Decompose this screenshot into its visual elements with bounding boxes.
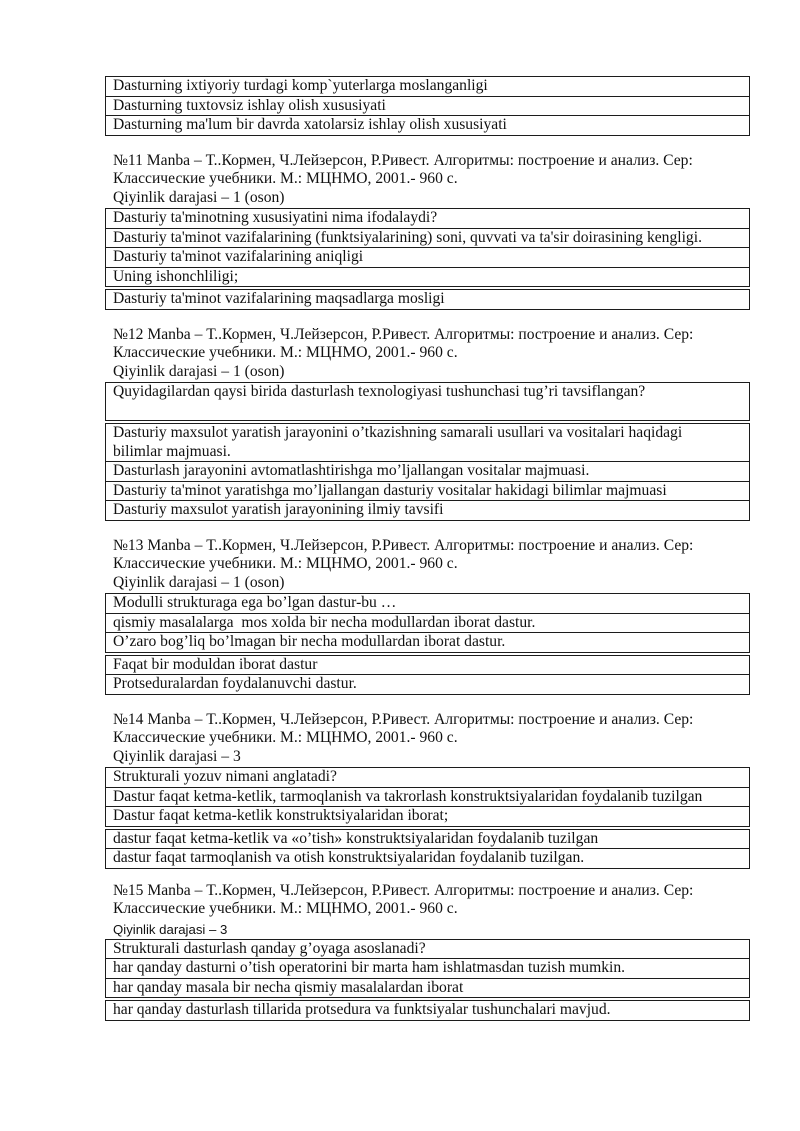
question-row: Dasturiy ta'minotning xususiyatini nima ifodalaydi? bbox=[105, 208, 750, 229]
answer-row: Uning ishonchliligi; bbox=[105, 267, 750, 288]
source-line: Классические учебники. М.: МЦНМО, 2001.- 960 с. bbox=[113, 555, 458, 572]
answer-row: Dasturning ixtiyoriy turdagi komp`yuterlarga moslanganligi bbox=[105, 76, 750, 97]
question-header bbox=[105, 711, 755, 767]
answer-row: Dasturiy maxsulot yaratish jarayonini o’tkazishning samarali usullari va vositalari haqidagi bilimlar majmuasi. bbox=[105, 423, 750, 462]
source-line: Классические учебники. М.: МЦНМО, 2001.- 960 с. bbox=[113, 170, 458, 187]
difficulty-line: Qiyinlik darajasi – 1 (oson) bbox=[113, 573, 285, 591]
question-table bbox=[105, 767, 750, 869]
question-header bbox=[105, 326, 755, 382]
answer-row: O’zaro bog’liq bo’lmagan bir necha modullardan iborat dastur. bbox=[105, 632, 750, 653]
question-row: Quyidagilardan qaysi birida dasturlash texnologiyasi tushunchasi tug’ri tavsiflangan? bbox=[105, 382, 750, 421]
question-row: Strukturali dasturlash qanday g’oyaga asoslanadi? bbox=[105, 939, 750, 960]
answer-row: qismiy masalalarga mos xolda bir necha modullardan iborat dastur. bbox=[105, 613, 750, 634]
answer-row: Dastur faqat ketma-ketlik konstruktsiyalaridan iborat; bbox=[105, 806, 750, 827]
question-header bbox=[105, 882, 755, 938]
question-table bbox=[105, 382, 750, 521]
answer-row: Dasturning ma'lum bir davrda xatolarsiz ishlay olish xususiyati bbox=[105, 115, 750, 136]
source-line: №14 Manba – Т..Кормен, Ч.Лейзерсон, Р.Ривест. Алгоритмы: построение и анализ. Сер: bbox=[113, 710, 694, 728]
question-row: Modulli strukturaga ega bo’lgan dastur-bu … bbox=[105, 593, 750, 614]
answer-row: har qanday dasturlash tillarida protsedura va funktsiyalar tushunchalari mavjud. bbox=[105, 1000, 750, 1021]
answer-row: Dasturning tuxtovsiz ishlay olish xususiyati bbox=[105, 96, 750, 117]
question-header bbox=[105, 152, 755, 208]
answer-row: dastur faqat tarmoqlanish va otish konstruktsiyalaridan foydalanib tuzilgan. bbox=[105, 848, 750, 869]
question-header bbox=[105, 537, 755, 593]
source-line: Классические учебники. М.: МЦНМО, 2001.- 960 с. bbox=[113, 900, 458, 917]
question-block-15 bbox=[105, 882, 755, 1021]
question-block-13 bbox=[105, 537, 755, 695]
question-table bbox=[105, 593, 750, 695]
answer-row: har qanday masala bir necha qismiy masalalardan iborat bbox=[105, 978, 750, 999]
intro-answers-table bbox=[105, 76, 750, 136]
source-line: №11 Manba – Т..Кормен, Ч.Лейзерсон, Р.Ривест. Алгоритмы: построение и анализ. Сер: bbox=[113, 151, 693, 169]
answer-row: dastur faqat ketma-ketlik va «o’tish» konstruktsiyalaridan foydalanib tuzilgan bbox=[105, 829, 750, 850]
answer-row: Dasturiy ta'minot vazifalarining maqsadlarga mosligi bbox=[105, 289, 750, 310]
question-table bbox=[105, 939, 750, 1021]
source-line: №12 Manba – Т..Кормен, Ч.Лейзерсон, Р.Ривест. Алгоритмы: построение и анализ. Сер: bbox=[113, 325, 694, 343]
difficulty-line: Qiyinlik darajasi – 3 bbox=[113, 921, 228, 937]
question-block-11 bbox=[105, 152, 755, 310]
question-block-12 bbox=[105, 326, 755, 521]
answer-row: har qanday dasturni o’tish operatorini bir marta ham ishlatmasdan tuzish mumkin. bbox=[105, 958, 750, 979]
answer-row: Dasturiy maxsulot yaratish jarayonining ilmiy tavsifi bbox=[105, 500, 750, 521]
difficulty-line: Qiyinlik darajasi – 3 bbox=[113, 747, 241, 765]
question-table bbox=[105, 208, 750, 310]
answer-row: Dasturiy ta'minot vazifalarining aniqligi bbox=[105, 247, 750, 268]
source-line: №15 Manba – Т..Кормен, Ч.Лейзерсон, Р.Ривест. Алгоритмы: построение и анализ. Сер: bbox=[113, 881, 694, 899]
source-line: Классические учебники. М.: МЦНМО, 2001.- 960 с. bbox=[113, 344, 458, 361]
answer-row: Faqat bir moduldan iborat dastur bbox=[105, 655, 750, 676]
answer-row: Protseduralardan foydalanuvchi dastur. bbox=[105, 674, 750, 695]
answer-row: Dasturlash jarayonini avtomatlashtirishga mo’ljallangan vositalar majmuasi. bbox=[105, 461, 750, 482]
question-block-14 bbox=[105, 711, 755, 869]
answer-row: Dasturiy ta'minot vazifalarining (funktsiyalarining) soni, quvvati va ta'sir doirasining kengligi. bbox=[105, 228, 750, 249]
question-row: Strukturali yozuv nimani anglatadi? bbox=[105, 767, 750, 788]
answer-row: Dastur faqat ketma-ketlik, tarmoqlanish va takrorlash konstruktsiyalaridan foydalanib tuzilgan bbox=[105, 787, 750, 808]
answer-row: Dasturiy ta'minot yaratishga mo’ljallangan dasturiy vositalar hakidagi bilimlar majmuasi bbox=[105, 481, 750, 502]
difficulty-line: Qiyinlik darajasi – 1 (oson) bbox=[113, 362, 285, 380]
source-line: Классические учебники. М.: МЦНМО, 2001.- 960 с. bbox=[113, 729, 458, 746]
source-line: №13 Manba – Т..Кормен, Ч.Лейзерсон, Р.Ривест. Алгоритмы: построение и анализ. Сер: bbox=[113, 536, 694, 554]
difficulty-line: Qiyinlik darajasi – 1 (oson) bbox=[113, 188, 285, 206]
